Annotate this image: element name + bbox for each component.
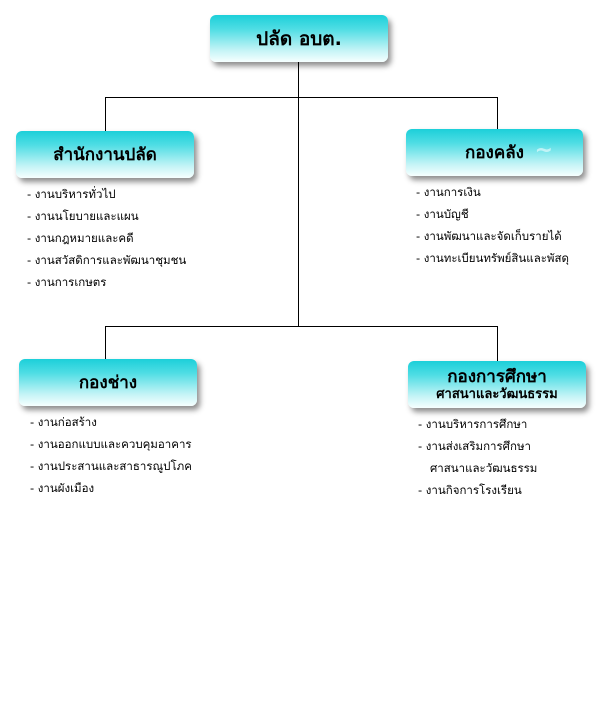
unit-title: สำนักงานปลัด: [53, 144, 157, 165]
unit-box: [16, 131, 194, 178]
unit-box: [19, 359, 197, 406]
unit-task-list: [416, 181, 569, 269]
list-item: - งานทะเบียนทรัพย์สินและพัสดุ: [416, 251, 569, 265]
top-box-title: ปลัด อบต.: [256, 27, 342, 50]
list-item: - งานพัฒนาและจัดเก็บรายได้: [416, 229, 562, 243]
unit-box: [406, 129, 583, 176]
top-box: [210, 15, 388, 62]
decorative-swirl-icon: ~: [534, 138, 553, 163]
connector-line: [105, 97, 106, 131]
connector-line: [105, 326, 498, 327]
list-item: - งานผังเมือง: [30, 481, 95, 495]
connector-line: [497, 326, 498, 361]
connector-line: [105, 97, 498, 98]
list-item: - งานบัญชี: [416, 207, 469, 221]
list-item: - งานบริหารการศึกษา: [418, 417, 528, 431]
list-item: - งานบริหารทั่วไป: [27, 187, 116, 201]
list-item: - งานออกแบบและควบคุมอาคาร: [30, 437, 192, 451]
list-item: - งานนโยบายและแผน: [27, 209, 139, 223]
unit-title: กองช่าง: [78, 372, 138, 393]
unit-task-list: [30, 411, 192, 499]
list-item: - งานสวัสดิการและพัฒนาชุมชน: [27, 253, 187, 267]
list-item: - งานส่งเสริมการศึกษา: [418, 439, 531, 453]
unit-task-list: [27, 183, 186, 293]
unit-box: [408, 361, 586, 408]
unit-title: กองการศึกษา: [447, 367, 547, 387]
list-item: ศาสนาและวัฒนธรรม: [430, 461, 538, 475]
list-item: - งานก่อสร้าง: [30, 415, 97, 429]
list-item: - งานการเกษตร: [27, 275, 107, 289]
list-item: - งานการเงิน: [416, 185, 481, 199]
connector-line: [105, 326, 106, 359]
list-item: - งานกิจการโรงเรียน: [418, 483, 522, 497]
unit-task-list: [418, 413, 537, 501]
unit-title: กองคลัง: [465, 142, 524, 163]
connector-line: [298, 62, 299, 327]
list-item: - งานประสานและสาธารณูปโภค: [30, 459, 192, 473]
list-item: - งานกฎหมายและคดี: [27, 231, 134, 245]
connector-line: [497, 97, 498, 129]
unit-subtitle: ศาสนาและวัฒนธรรม: [436, 387, 558, 402]
